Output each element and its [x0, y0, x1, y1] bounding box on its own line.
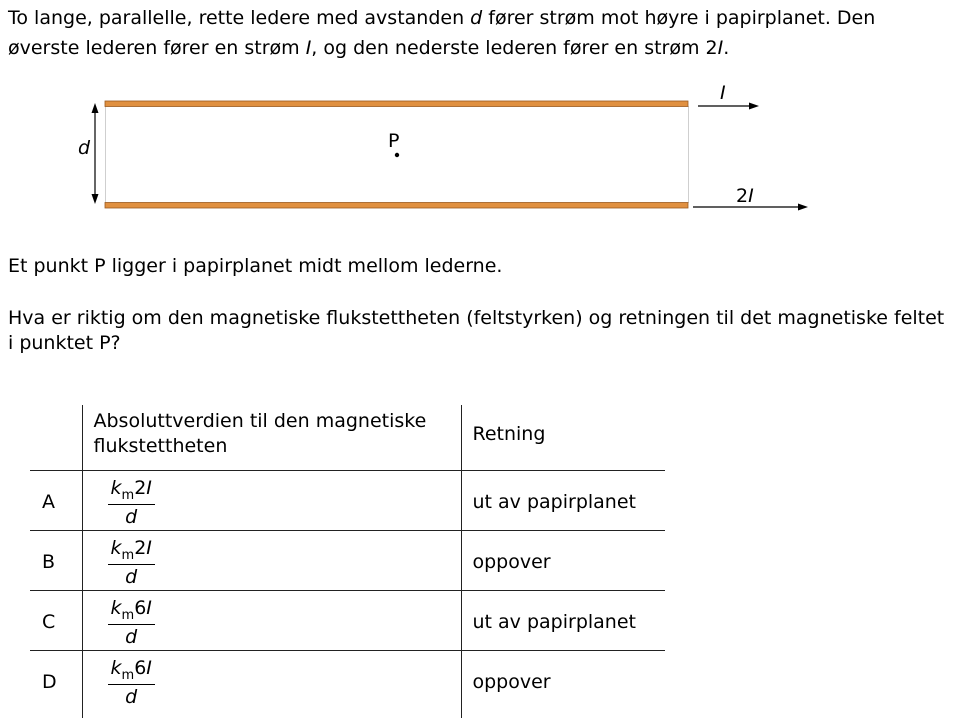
current-symbol: I — [146, 536, 152, 559]
intro-text: , og den nederste lederen fører en strøm 2 — [311, 37, 718, 59]
header-option-cell — [30, 405, 82, 470]
magnitude-cell — [82, 530, 461, 590]
intro-text: To lange, parallelle, rette ledere med avstanden — [8, 7, 471, 29]
table-row-option-a — [30, 470, 665, 530]
header-direction-cell — [461, 405, 665, 470]
fraction-denominator: d — [108, 504, 155, 527]
header-direction-label: Retning — [472, 422, 546, 445]
point-sentence: Et punkt P ligger i papirplanet midt mellom lederne. — [8, 255, 503, 277]
bottom-current-coefficient: 2 — [736, 185, 749, 207]
current-symbol: I — [146, 656, 152, 679]
constant-subscript: m — [121, 487, 135, 503]
conductor-diagram — [0, 0, 956, 230]
fraction-numerator — [108, 478, 155, 504]
flux-density-fraction — [108, 598, 155, 647]
current-coefficient: 6 — [134, 656, 147, 679]
current-variable: I — [717, 37, 724, 59]
answer-table — [30, 405, 665, 718]
distance-arrow — [92, 103, 99, 204]
distance-arrow-head-up — [92, 103, 99, 113]
bottom-conductor — [105, 203, 688, 209]
bottom-current-symbol: I — [748, 185, 754, 207]
option-letter: B — [30, 530, 82, 590]
direction-cell: ut av papirplanet — [461, 590, 665, 650]
point-p-dot — [395, 153, 399, 157]
flux-density-fraction — [108, 658, 155, 707]
direction-cell: oppover — [461, 530, 665, 590]
constant-symbol: k — [110, 536, 122, 559]
current-variable: I — [305, 37, 312, 59]
flux-density-fraction — [108, 478, 155, 527]
fraction-numerator — [108, 598, 155, 624]
current-coefficient: 2 — [134, 536, 147, 559]
constant-symbol: k — [110, 476, 122, 499]
intro-text: fører strøm mot høyre i papirplanet. Den — [482, 7, 876, 29]
header-magnitude-cell — [82, 405, 461, 470]
table-row-option-d — [30, 650, 665, 718]
constant-subscript: m — [121, 547, 135, 563]
fraction-denominator: d — [108, 564, 155, 587]
fraction-denominator: d — [108, 684, 155, 707]
table-header-row — [30, 405, 665, 470]
option-letter: D — [30, 650, 82, 718]
fraction-denominator: d — [108, 624, 155, 647]
distance-variable: d — [470, 7, 483, 29]
top-current-label: I — [720, 82, 726, 104]
top-conductor — [105, 101, 688, 107]
option-letter: C — [30, 590, 82, 650]
header-magnitude-label: Absoluttverdien til den magnetiske flukstettheten — [93, 410, 427, 458]
table-row-option-c — [30, 590, 665, 650]
current-coefficient: 2 — [134, 476, 147, 499]
distance-label: d — [78, 137, 91, 159]
fraction-numerator — [108, 658, 155, 684]
option-letter: A — [30, 470, 82, 530]
constant-symbol: k — [110, 596, 122, 619]
constant-subscript: m — [121, 607, 135, 623]
intro-text: øverste lederen fører en strøm — [8, 37, 306, 59]
table-row-option-b — [30, 530, 665, 590]
prompt-line: i punktet P? — [8, 332, 121, 354]
bottom-current-label — [736, 185, 754, 207]
fraction-numerator — [108, 538, 155, 564]
current-symbol: I — [146, 476, 152, 499]
constant-symbol: k — [110, 656, 122, 679]
point-p-label: P — [388, 130, 400, 152]
question-prompt — [8, 306, 944, 356]
intro-text: . — [723, 37, 730, 59]
top-current-arrow-head — [749, 103, 759, 110]
flux-density-fraction — [108, 538, 155, 587]
bottom-current-arrow-head — [798, 204, 808, 211]
direction-cell: ut av papirplanet — [461, 470, 665, 530]
constant-subscript: m — [121, 667, 135, 683]
magnitude-cell — [82, 590, 461, 650]
direction-cell: oppover — [461, 650, 665, 718]
magnitude-cell — [82, 470, 461, 530]
current-coefficient: 6 — [134, 596, 147, 619]
magnitude-cell — [82, 650, 461, 718]
top-current-arrow — [698, 103, 759, 110]
prompt-line: Hva er riktig om den magnetiske flukstettheten (feltstyrken) og retningen til det magnetiske feltet — [8, 307, 945, 329]
distance-arrow-head-down — [92, 194, 99, 204]
current-symbol: I — [146, 596, 152, 619]
